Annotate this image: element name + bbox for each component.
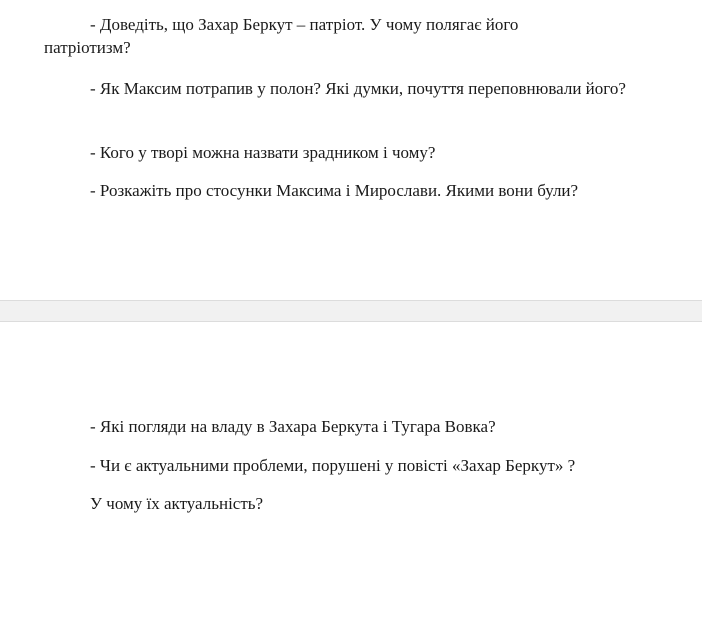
- question-patriot: - Доведіть, що Захар Беркут – патріот. У чому полягає його патріотизм?: [44, 15, 519, 57]
- question-captivity: - Як Максим потрапив у полон? Які думки, почуття переповнювали його?: [90, 79, 626, 98]
- document-page-2: [0, 322, 702, 621]
- question-traitor: - Кого у творі можна назвати зрадником і чому?: [90, 143, 436, 162]
- question-relevance-detail: У чому їх актуальність?: [90, 494, 264, 513]
- page-separator: [0, 300, 702, 322]
- question-relevance: - Чи є актуальними проблеми, порушені у повісті «Захар Беркут» ?: [90, 456, 576, 475]
- question-power-views: - Які погляди на владу в Захара Беркута і Тугара Вовка?: [90, 417, 496, 436]
- question-relationship: - Розкажіть про стосунки Максима і Мирослави. Якими вони були?: [90, 181, 579, 200]
- document-page-1: [0, 0, 702, 300]
